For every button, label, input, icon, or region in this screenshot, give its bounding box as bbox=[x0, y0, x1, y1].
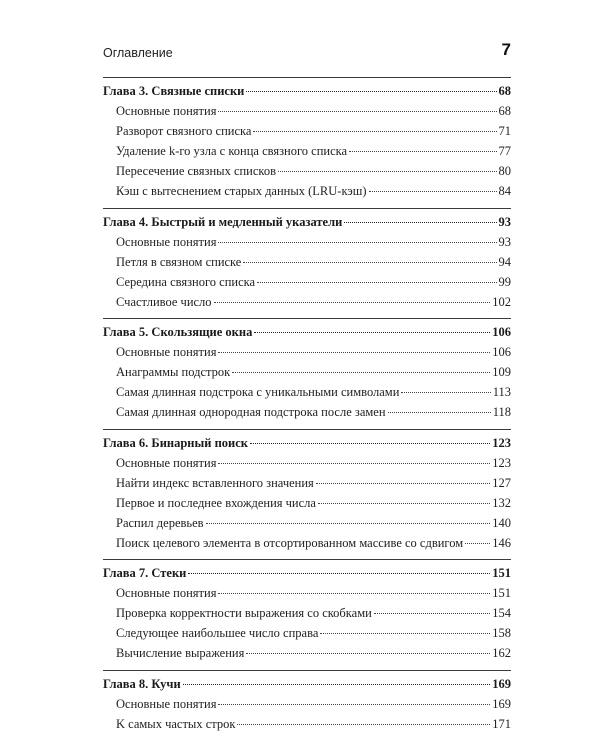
section-entry-page: 106 bbox=[492, 345, 511, 360]
section-entry-page: 123 bbox=[492, 455, 511, 470]
section-entry[interactable] bbox=[103, 603, 511, 623]
section-entry[interactable] bbox=[103, 643, 511, 663]
section-entry[interactable] bbox=[103, 141, 511, 161]
section-entry-page: 99 bbox=[498, 274, 511, 289]
dot-leader bbox=[253, 131, 496, 132]
section-entry-title: Удаление k-го узла с конца связного списка bbox=[116, 144, 348, 159]
chapter-entry-page: 68 bbox=[498, 84, 511, 98]
section-entry-title: Основные понятия bbox=[116, 104, 217, 119]
section-entry[interactable] bbox=[103, 232, 511, 252]
dot-leader bbox=[401, 392, 490, 393]
section-entry[interactable] bbox=[103, 623, 511, 643]
chapter-entry[interactable] bbox=[103, 563, 511, 583]
dot-leader bbox=[374, 613, 490, 614]
section-entry[interactable] bbox=[103, 252, 511, 272]
chapter-block bbox=[103, 670, 511, 740]
section-entry[interactable] bbox=[103, 382, 511, 402]
section-entry-title: Пересечение связных списков bbox=[116, 164, 277, 179]
section-entry-title: Счастливое число bbox=[116, 294, 212, 309]
chapter-entry-title: Глава 8. Кучи bbox=[103, 676, 181, 691]
section-entry-page: 102 bbox=[492, 294, 511, 309]
chapter-block bbox=[103, 208, 511, 318]
section-entry-title: Кэш с вытеснением старых данных (LRU-кэш) bbox=[116, 184, 367, 199]
section-entry-title: Основные понятия bbox=[116, 455, 217, 470]
chapter-entry-page: 169 bbox=[492, 676, 511, 691]
section-entry-page: 118 bbox=[492, 405, 511, 420]
section-entry-page: 77 bbox=[498, 144, 511, 159]
section-entry[interactable] bbox=[103, 453, 511, 473]
dot-leader bbox=[183, 684, 491, 685]
chapter-entry-page: 106 bbox=[492, 325, 511, 340]
section-entry[interactable] bbox=[103, 473, 511, 493]
chapter-entry[interactable] bbox=[103, 81, 511, 101]
section-entry[interactable] bbox=[103, 694, 511, 714]
section-entry-page: 151 bbox=[492, 586, 511, 601]
chapter-block bbox=[103, 77, 511, 208]
dot-leader bbox=[344, 222, 496, 223]
section-entry-title: Петля в связном списке bbox=[116, 254, 242, 269]
dot-leader bbox=[246, 653, 490, 654]
chapter-block bbox=[103, 559, 511, 669]
section-entry-title: Проверка корректности выражения со скобками bbox=[116, 606, 372, 621]
section-entry[interactable] bbox=[103, 101, 511, 121]
section-entry-title: Самая длинная однородная подстрока после замен bbox=[116, 405, 386, 420]
dot-leader bbox=[278, 171, 496, 172]
section-entry-page: 146 bbox=[492, 535, 511, 550]
section-entry-title: Поиск целевого элемента в отсортированном массиве со сдвигом bbox=[116, 535, 464, 550]
section-entry-title: Самая длинная подстрока с уникальными символами bbox=[116, 385, 400, 400]
section-entry-title: Основные понятия bbox=[116, 696, 217, 711]
chapter-entry-page: 93 bbox=[498, 214, 511, 229]
chapter-entry-page: 151 bbox=[492, 566, 511, 581]
dot-leader bbox=[369, 191, 497, 192]
dot-leader bbox=[218, 352, 490, 353]
chapter-entry-title: Глава 3. Связные списки bbox=[103, 84, 245, 98]
dot-leader bbox=[218, 242, 496, 243]
section-entry[interactable] bbox=[103, 181, 511, 201]
section-entry-page: 162 bbox=[492, 646, 511, 661]
dot-leader bbox=[218, 704, 490, 705]
section-entry-title: Распил деревьев bbox=[116, 515, 204, 530]
section-entry[interactable] bbox=[103, 402, 511, 422]
section-entry-title: K самых частых строк bbox=[116, 716, 236, 731]
dot-leader bbox=[232, 372, 490, 373]
section-entry-title: Основные понятия bbox=[116, 234, 217, 249]
chapter-entry-title: Глава 6. Бинарный поиск bbox=[103, 435, 248, 450]
dot-leader bbox=[250, 443, 490, 444]
table-of-contents bbox=[103, 77, 511, 740]
section-entry-page: 84 bbox=[498, 184, 511, 199]
chapter-entry[interactable] bbox=[103, 674, 511, 694]
section-entry-page: 154 bbox=[492, 606, 511, 621]
section-entry-page: 109 bbox=[492, 365, 511, 380]
dot-leader bbox=[206, 523, 491, 524]
section-entry-title: Найти индекс вставленного значения bbox=[116, 475, 314, 490]
section-entry-page: 171 bbox=[492, 716, 511, 731]
chapter-entry[interactable] bbox=[103, 212, 511, 232]
chapter-block bbox=[103, 318, 511, 428]
dot-leader bbox=[237, 724, 490, 725]
chapter-entry-title: Глава 4. Быстрый и медленный указатели bbox=[103, 214, 343, 229]
section-entry[interactable] bbox=[103, 342, 511, 362]
dot-leader bbox=[218, 463, 490, 464]
section-entry[interactable] bbox=[103, 161, 511, 181]
section-entry[interactable] bbox=[103, 121, 511, 141]
section-entry[interactable] bbox=[103, 362, 511, 382]
section-entry-title: Первое и последнее вхождения числа bbox=[116, 495, 316, 510]
section-entry[interactable] bbox=[103, 714, 511, 734]
section-entry[interactable] bbox=[103, 272, 511, 292]
chapter-entry-title: Глава 5. Скользящие окна bbox=[103, 325, 253, 340]
dot-leader bbox=[257, 282, 496, 283]
section-entry-page: 93 bbox=[498, 234, 511, 249]
dot-leader bbox=[246, 91, 496, 92]
section-entry-title: Основные понятия bbox=[116, 345, 217, 360]
dot-leader bbox=[218, 593, 490, 594]
section-entry-page: 113 bbox=[492, 385, 511, 400]
section-entry-page: 127 bbox=[492, 475, 511, 490]
dot-leader bbox=[320, 633, 490, 634]
dot-leader bbox=[316, 483, 490, 484]
running-header bbox=[103, 40, 511, 60]
section-entry-page: 71 bbox=[498, 124, 511, 139]
section-entry-title: Основные понятия bbox=[116, 586, 217, 601]
dot-leader bbox=[254, 332, 490, 333]
chapter-entry-page: 123 bbox=[492, 435, 511, 450]
section-entry-page: 169 bbox=[492, 696, 511, 711]
section-entry[interactable] bbox=[103, 292, 511, 312]
dot-leader bbox=[214, 302, 491, 303]
chapter-entry-title: Глава 7. Стеки bbox=[103, 566, 187, 581]
section-entry-title: Вычисление выражения bbox=[116, 646, 245, 661]
section-entry-title: Анаграммы подстрок bbox=[116, 365, 231, 380]
dot-leader bbox=[388, 412, 491, 413]
section-entry-page: 68 bbox=[498, 104, 511, 119]
dot-leader bbox=[218, 111, 496, 112]
chapter-entry[interactable] bbox=[103, 433, 511, 453]
dot-leader bbox=[349, 151, 496, 152]
chapter-entry[interactable] bbox=[103, 322, 511, 342]
section-entry-title: Следующее наибольшее число справа bbox=[116, 626, 319, 641]
section-entry-page: 94 bbox=[498, 254, 511, 269]
section-entry[interactable] bbox=[103, 513, 511, 533]
section-entry[interactable] bbox=[103, 493, 511, 513]
chapter-block bbox=[103, 429, 511, 560]
dot-leader bbox=[188, 573, 490, 574]
dot-leader bbox=[318, 503, 490, 504]
section-entry-page: 132 bbox=[492, 495, 511, 510]
section-entry-page: 140 bbox=[492, 515, 511, 530]
section-entry-title: Разворот связного списка bbox=[116, 124, 252, 139]
header-title: Оглавление bbox=[103, 46, 173, 60]
section-entry[interactable] bbox=[103, 533, 511, 553]
section-entry-title: Середина связного списка bbox=[116, 274, 256, 289]
section-entry[interactable] bbox=[103, 583, 511, 603]
dot-leader bbox=[243, 262, 496, 263]
section-entry-page: 80 bbox=[498, 164, 511, 179]
page-number: 7 bbox=[501, 40, 511, 59]
dot-leader bbox=[465, 543, 490, 544]
section-entry-page: 158 bbox=[492, 626, 511, 641]
